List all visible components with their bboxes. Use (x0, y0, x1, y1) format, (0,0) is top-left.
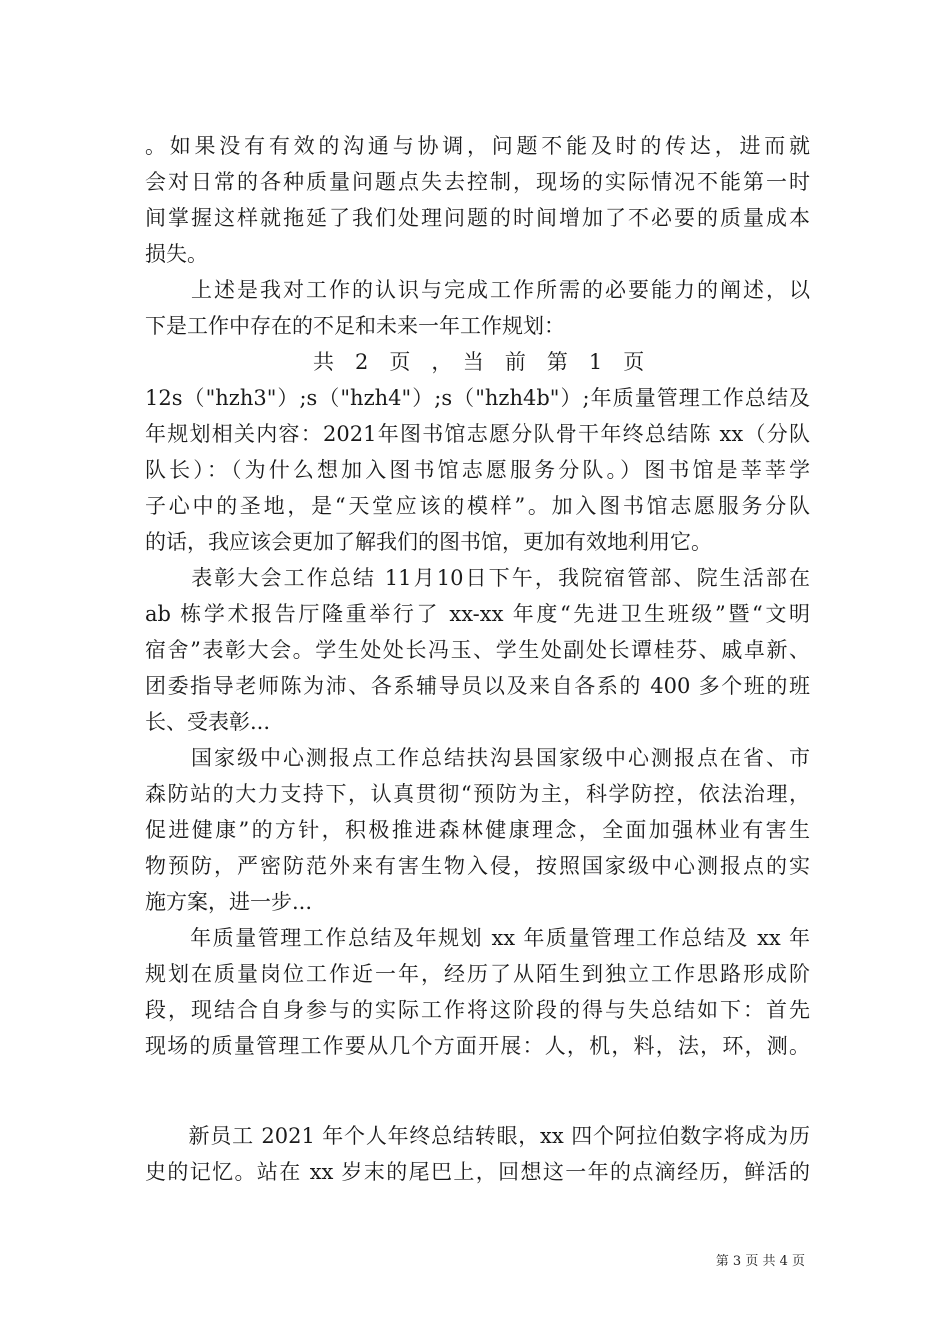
text-line: 下是工作中存在的不足和未来一年工作规划： (145, 314, 565, 338)
text-line: 物预防，严密防范外来有害生物入侵，按照国家级中心测报点的实 (145, 854, 810, 878)
text-line: 队长）：（为什么想加入图书馆志愿服务分队。）图书馆是莘莘学 (145, 458, 810, 482)
text-line: ab 栋学术报告厅隆重举行了 xx-xx 年度“先进卫生班级”暨“文明 (145, 602, 810, 626)
text-line: 新员工 2021 年个人年终总结转眼，xx 四个阿拉伯数字将成为历 (145, 1124, 810, 1148)
text-line: 子心中的圣地，是“天堂应该的模样”。加入图书馆志愿服务分队 (145, 494, 810, 518)
text-line: 施方案，进一步... (145, 890, 313, 914)
text-line: 间掌握这样就拖延了我们处理问题的时间增加了不必要的质量成本 (145, 206, 810, 230)
text-line: 年质量管理工作总结及年规划 xx 年质量管理工作总结及 xx 年 (145, 926, 810, 950)
text-line: 。如果没有有效的沟通与协调，问题不能及时的传达，进而就 (145, 134, 810, 158)
page-footer: 第 3 页 共 4 页 (715, 1254, 805, 1269)
text-line: 国家级中心测报点工作总结扶沟县国家级中心测报点在省、市 (145, 746, 810, 770)
text-line: 现场的质量管理工作要从几个方面开展：人，机，料，法，环，测。 (145, 1034, 810, 1058)
text-line: 损失。 (145, 242, 208, 266)
text-line: 宿舍”表彰大会。学生处处长冯玉、学生处副处长谭桂芬、戚卓新、 (145, 638, 810, 662)
text-line: 长、受表彰... (145, 710, 271, 734)
text-line: 森防站的大力支持下，认真贯彻“预防为主，科学防控，依法治理， (145, 782, 810, 806)
text-line: 规划在质量岗位工作近一年，经历了从陌生到独立工作思路形成阶 (145, 962, 810, 986)
text-line: 史的记忆。站在 xx 岁末的尾巴上，回想这一年的点滴经历，鲜活的 (145, 1160, 810, 1184)
text-line: 上述是我对工作的认识与完成工作所需的必要能力的阐述，以 (145, 278, 810, 302)
text-line: 年规划相关内容：2021年图书馆志愿分队骨干年终总结陈 xx（分队 (145, 422, 810, 446)
text-line: 促进健康”的方针，积极推进森林健康理念，全面加强林业有害生 (145, 818, 810, 842)
text-line: 会对日常的各种质量问题点失去控制，现场的实际情况不能第一时 (145, 170, 810, 194)
text-line: 团委指导老师陈为沛、各系辅导员以及来自各系的 400 多个班的班 (145, 674, 810, 698)
text-line: 的话，我应该会更加了解我们的图书馆，更加有效地利用它。 (145, 530, 712, 554)
text-line: 12s（"hzh3"）;s（"hzh4"）;s（"hzh4b"）;年质量管理工作总结及 (145, 386, 810, 410)
text-line: 表彰大会工作总结 11月10日下午，我院宿管部、院生活部在 (145, 566, 810, 590)
page-count-line: 共 2 页 ， 当 前 第 1 页 (145, 350, 645, 374)
text-line: 段，现结合自身参与的实际工作将这阶段的得与失总结如下：首先 (145, 998, 810, 1022)
